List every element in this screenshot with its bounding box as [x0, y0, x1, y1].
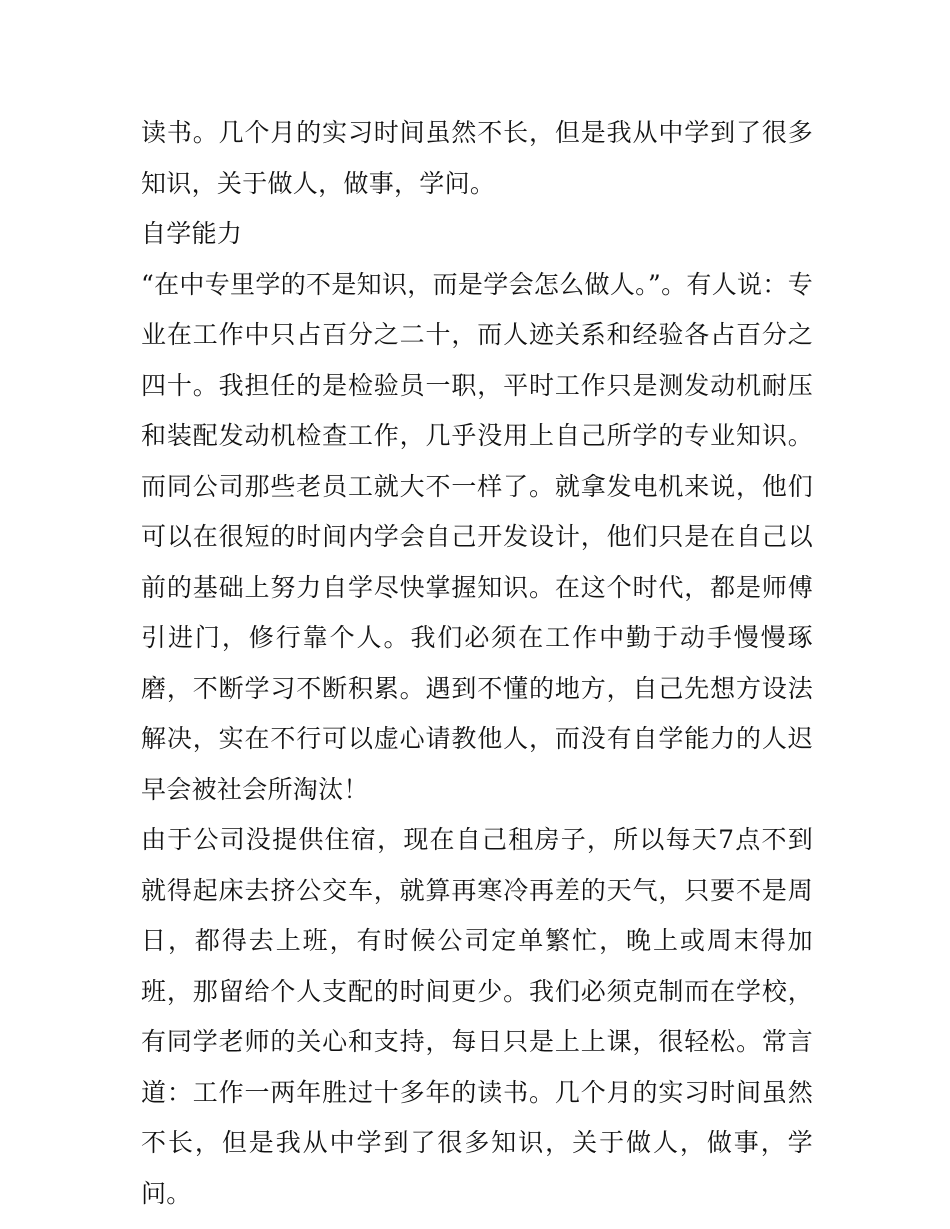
paragraph-commute: 由于公司没提供住宿，现在自己租房子，所以每天7点不到就得起床去挤公交车，就算再寒冷再差的天气，只要不是周日，都得去上班，有时候公司定单繁忙，晚上或周末得加班，那留给个人支配的时间更少。我们必须克制而在学校，有同学老师的关心和支持，每日只是上上课，很轻松。常言道：工作一两年胜过十多年的读书。几个月的实习时间虽然不长，但是我从中学到了很多知识，关于做人，做事，学问。	[141, 825, 813, 1208]
section-heading: 自学能力	[141, 219, 243, 248]
paragraph-self-learning: “在中专里学的不是知识，而是学会怎么做人。”。有人说：专业在工作中只占百分之二十，而人迹关系和经验各占百分之四十。我担任的是检验员一职，平时工作只是测发动机耐压和装配发动机检查工作，几乎没用上自己所学的专业知识。而同公司那些老员工就大不一样了。就拿发电机来说，他们可以在很短的时间内学会自己开发设计，他们只是在自己以前的基础上努力自学尽快掌握知识。在这个时代，都是师傅引进门，修行靠个人。我们必须在工作中勤于动手慢慢琢磨，不断学习不断积累。遇到不懂的地方，自己先想方设法解决，实在不行可以虚心请教他人，而没有自学能力的人迟早会被社会所淘汰！	[141, 269, 813, 804]
document-body	[141, 108, 813, 1219]
paragraph-continuation: 读书。几个月的实习时间虽然不长，但是我从中学到了很多知识，关于做人，做事，学问。	[141, 118, 813, 198]
